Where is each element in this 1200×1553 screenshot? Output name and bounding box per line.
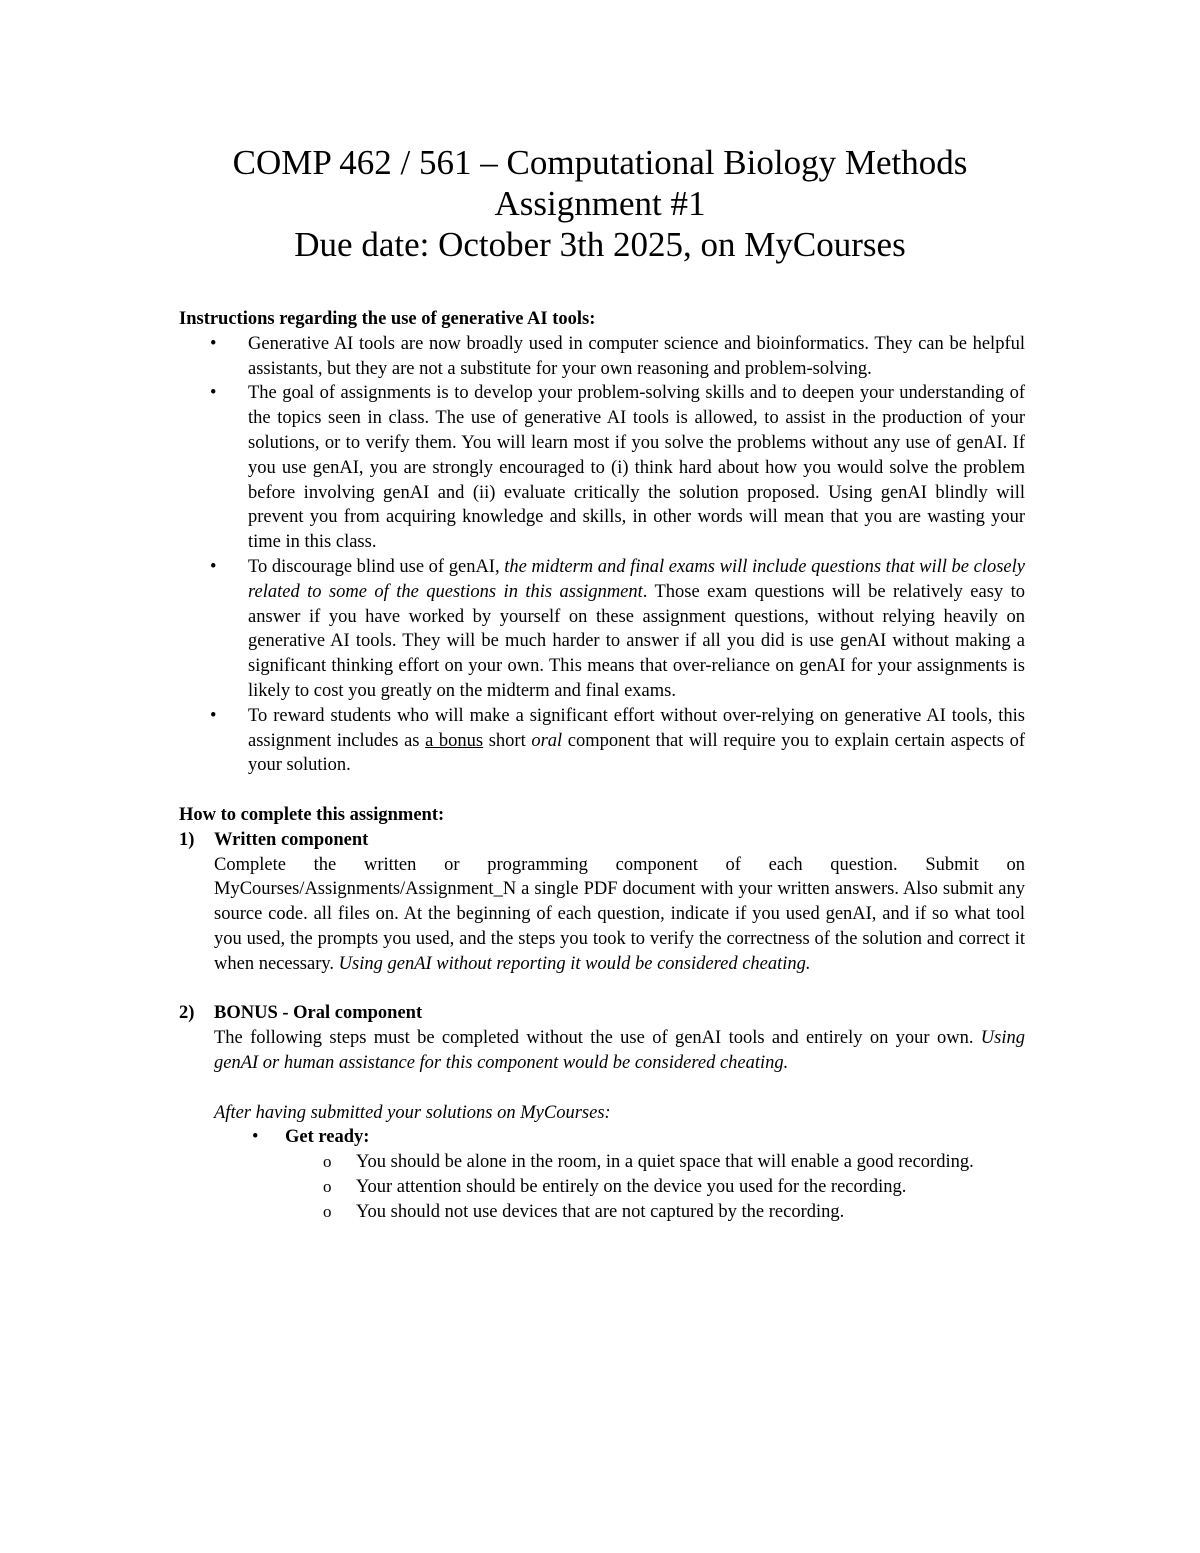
assignment-title: Assignment #1 [494, 184, 706, 223]
ai-instruction-item: • Generative AI tools are now broadly used in computer science and bioinformatics. They can be helpful assistants, but they are not a substitute for your own reasoning and problem-solving. [179, 332, 1025, 382]
ai-instructions-list [179, 332, 1025, 778]
written-component-text: Complete the written or programming component of each question. Submit on MyCourses/Assignments/Assignment_N a single PDF document with your written answers. Also submit any source code. all files on. At the beginning of each question, indicate if you used genAI, and if so what tool you used, the prompts you used, and the steps you took to verify the correctness of the solution and correct it when necessary. Using genAI without reporting it would be considered cheating. [214, 854, 1025, 974]
document-title [150, 142, 1050, 265]
how-to-complete-heading: How to complete this assignment: [179, 804, 445, 825]
ai-instruction-item: • To discourage blind use of genAI, the midterm and final exams will include questions that will be closely related to some of the questions in this assignment. Those exam questions will be relatively easy to answer if you have worked by yourself on these assignment questions, without relying heavily on generative AI tools. They will be much harder to answer if all you did is use genAI without making a significant thinking effort on your own. This means that over-reliance on genAI for your assignments is likely to cost you greatly on the midterm and final exams. [179, 555, 1025, 704]
course-title: COMP 462 / 561 – Computational Biology Methods [232, 143, 968, 182]
oral-component-section [179, 1001, 1025, 1224]
ai-instruction-item: • The goal of assignments is to develop your problem-solving skills and to deepen your understanding of the topics seen in class. The use of generative AI tools is allowed, to assist in the production of your solutions, or to verify them. You will learn most if you solve the problems without any use of genAI. If you use genAI, you are strongly encouraged to (i) think hard about how you would solve the problem before involving genAI and (ii) evaluate critically the solution proposed. Using genAI blindly will prevent you from acquiring knowledge and skills, in other words will mean that you are wasting your time in this class. [179, 381, 1025, 555]
item-number: 2) [179, 1003, 195, 1024]
get-ready-subitem: o Your attention should be entirely on the device you used for the recording. [285, 1175, 1025, 1200]
get-ready-sublist [285, 1150, 1025, 1224]
due-date: Due date: October 3th 2025, on MyCourses [294, 225, 906, 264]
item-number: 1) [179, 829, 195, 850]
oral-component-title: BONUS - Oral component [214, 1003, 423, 1024]
get-ready-label: Get ready: [285, 1127, 370, 1148]
written-component-title: Written component [214, 829, 369, 850]
after-submission-text: After having submitted your solutions on MyCourses: [214, 1102, 611, 1123]
get-ready-subitem: o You should be alone in the room, in a quiet space that will enable a good recording. [285, 1150, 1025, 1175]
ai-instruction-item: • To reward students who will make a significant effort without over-relying on generative AI tools, this assignment includes as a bonus short oral component that will require you to explain certain aspects of your solution. [179, 704, 1025, 778]
written-component-section [179, 828, 1025, 977]
ai-instructions-heading: Instructions regarding the use of generative AI tools: [179, 309, 596, 329]
get-ready-subitem: o You should not use devices that are not captured by the recording. [285, 1200, 1025, 1225]
oral-steps-list [214, 1125, 1025, 1224]
get-ready-item [214, 1125, 1025, 1224]
document-body [179, 307, 1025, 1224]
oral-component-text: The following steps must be completed without the use of genAI tools and entirely on your own. Using genAI or human assistance for this component would be considered cheating. [214, 1028, 1025, 1073]
